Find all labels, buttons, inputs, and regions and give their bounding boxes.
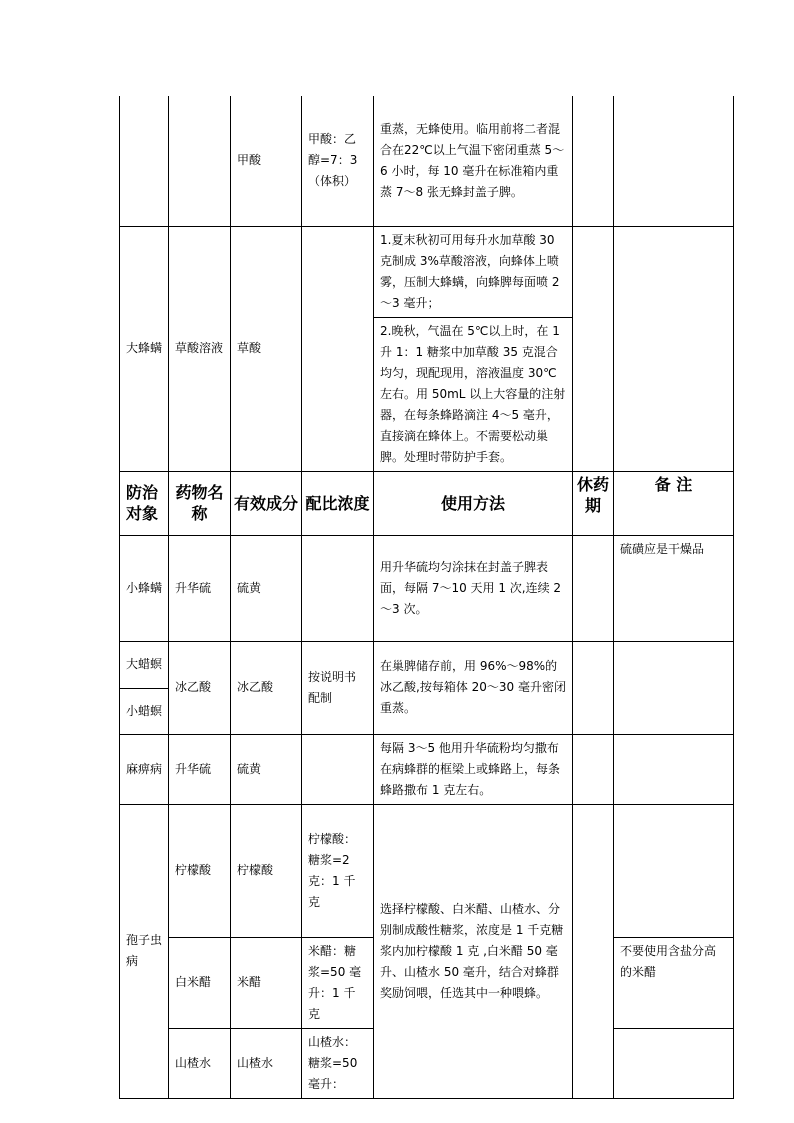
- header-ratio: 配比浓度: [302, 471, 374, 535]
- withdrawal-cell: [573, 734, 614, 804]
- note-cell: [614, 804, 734, 937]
- target-cell: 孢子虫病: [120, 804, 169, 1098]
- drug-cell: 白米醋: [169, 937, 231, 1028]
- header-withdrawal: 休药期: [573, 471, 614, 535]
- withdrawal-cell: [573, 804, 614, 1098]
- drug-cell: 草酸溶液: [169, 226, 231, 471]
- withdrawal-cell: [573, 641, 614, 734]
- table-header-row: [120, 471, 734, 535]
- target-cell: 小蜂螨: [120, 535, 169, 641]
- ratio-cell: 柠檬酸：糖浆=2 克：1 千克: [302, 804, 374, 937]
- ingredient-cell: 甲酸: [231, 96, 302, 226]
- ingredient-cell: 硫黄: [231, 535, 302, 641]
- header-target: 防治对象: [120, 471, 169, 535]
- drug-cell: 山楂水: [169, 1028, 231, 1098]
- header-drug: 药物名称: [169, 471, 231, 535]
- ingredient-cell: 硫黄: [231, 734, 302, 804]
- table-row-small-mite: [120, 535, 734, 641]
- ratio-cell: [302, 734, 374, 804]
- ingredient-cell: 冰乙酸: [231, 641, 302, 734]
- note-cell: 不要使用含盐分高的米醋: [614, 937, 734, 1028]
- target-cell: [120, 96, 169, 226]
- target-cell: 麻痹病: [120, 734, 169, 804]
- ratio-cell: 甲酸：乙醇=7：3（体积）: [302, 96, 374, 226]
- ratio-cell: 山楂水：糖浆=50 毫升：: [302, 1028, 374, 1098]
- note-cell: [614, 641, 734, 734]
- bee-disease-treatment-table: [119, 96, 734, 1099]
- target-cell-greater-wax-moth: 大蜡螟: [120, 641, 169, 688]
- drug-cell: 升华硫: [169, 535, 231, 641]
- note-cell: [614, 226, 734, 471]
- target-cell: 大蜂螨: [120, 226, 169, 471]
- target-cell-lesser-wax-moth: 小蜡螟: [120, 688, 169, 734]
- ingredient-cell: 米醋: [231, 937, 302, 1028]
- table-row-formic-acid: [120, 96, 734, 226]
- ingredient-cell: 草酸: [231, 226, 302, 471]
- header-method: 使用方法: [374, 471, 573, 535]
- method-cell: 重蒸，无蜂使用。临用前将二者混合在22℃以上气温下密闭重蒸 5～6 小时，每 10 毫升在标准箱内重蒸 7～8 张无蜂封盖子脾。: [374, 96, 573, 226]
- table-row-paralysis: [120, 734, 734, 804]
- header-note: 备 注: [614, 471, 734, 535]
- method-cell-autumn: 2.晚秋，气温在 5℃以上时，在 1 升 1：1 糖浆中加草酸 35 克混合均匀，现配现用，溶液温度 30℃左右。用 50mL 以上大容量的注射器，在每条蜂路滴注 4～5 毫升，直接滴在蜂体上。不需要松动巢脾。处理时带防护手套。: [374, 317, 573, 471]
- method-cell: 用升华硫均匀涂抹在封盖子脾表面，每隔 7～10 天用 1 次,连续 2～3 次。: [374, 535, 573, 641]
- note-cell: [614, 96, 734, 226]
- drug-cell: [169, 96, 231, 226]
- table-row-wax-moth: [120, 641, 734, 688]
- note-cell: 硫磺应是干燥品: [614, 535, 734, 641]
- drug-cell: 柠檬酸: [169, 804, 231, 937]
- withdrawal-cell: [573, 96, 614, 226]
- withdrawal-cell: [573, 535, 614, 641]
- table-row-oxalic-acid: [120, 226, 734, 317]
- note-cell: [614, 734, 734, 804]
- method-cell: 选择柠檬酸、白米醋、山楂水、分别制成酸性糖浆，浓度是 1 千克糖浆内加柠檬酸 1 克 ,白米醋 50 毫升、山楂水 50 毫升，结合对蜂群奖励饲喂，任选其中一种喂蜂。: [374, 804, 573, 1098]
- withdrawal-cell: [573, 226, 614, 471]
- ratio-cell: 米醋：糖浆=50 毫升：1 千克: [302, 937, 374, 1028]
- ratio-cell: [302, 535, 374, 641]
- method-cell: 在巢脾储存前，用 96%～98%的冰乙酸,按每箱体 20～30 毫升密闭重蒸。: [374, 641, 573, 734]
- ratio-cell: [302, 226, 374, 471]
- drug-cell: 升华硫: [169, 734, 231, 804]
- note-cell: [614, 1028, 734, 1098]
- drug-cell: 冰乙酸: [169, 641, 231, 734]
- ingredient-cell: 山楂水: [231, 1028, 302, 1098]
- table-row-nosema-citric: [120, 804, 734, 937]
- header-ingredient: 有效成分: [231, 471, 302, 535]
- method-cell: 每隔 3～5 他用升华硫粉均匀撒布在病蜂群的框梁上或蜂路上，每条蜂路撒布 1 克左右。: [374, 734, 573, 804]
- ingredient-cell: 柠檬酸: [231, 804, 302, 937]
- method-cell-summer: 1.夏末秋初可用每升水加草酸 30 克制成 3%草酸溶液，向蜂体上喷雾，压制大蜂螨，向蜂脾每面喷 2～3 毫升；: [374, 226, 573, 317]
- ratio-cell: 按说明书配制: [302, 641, 374, 734]
